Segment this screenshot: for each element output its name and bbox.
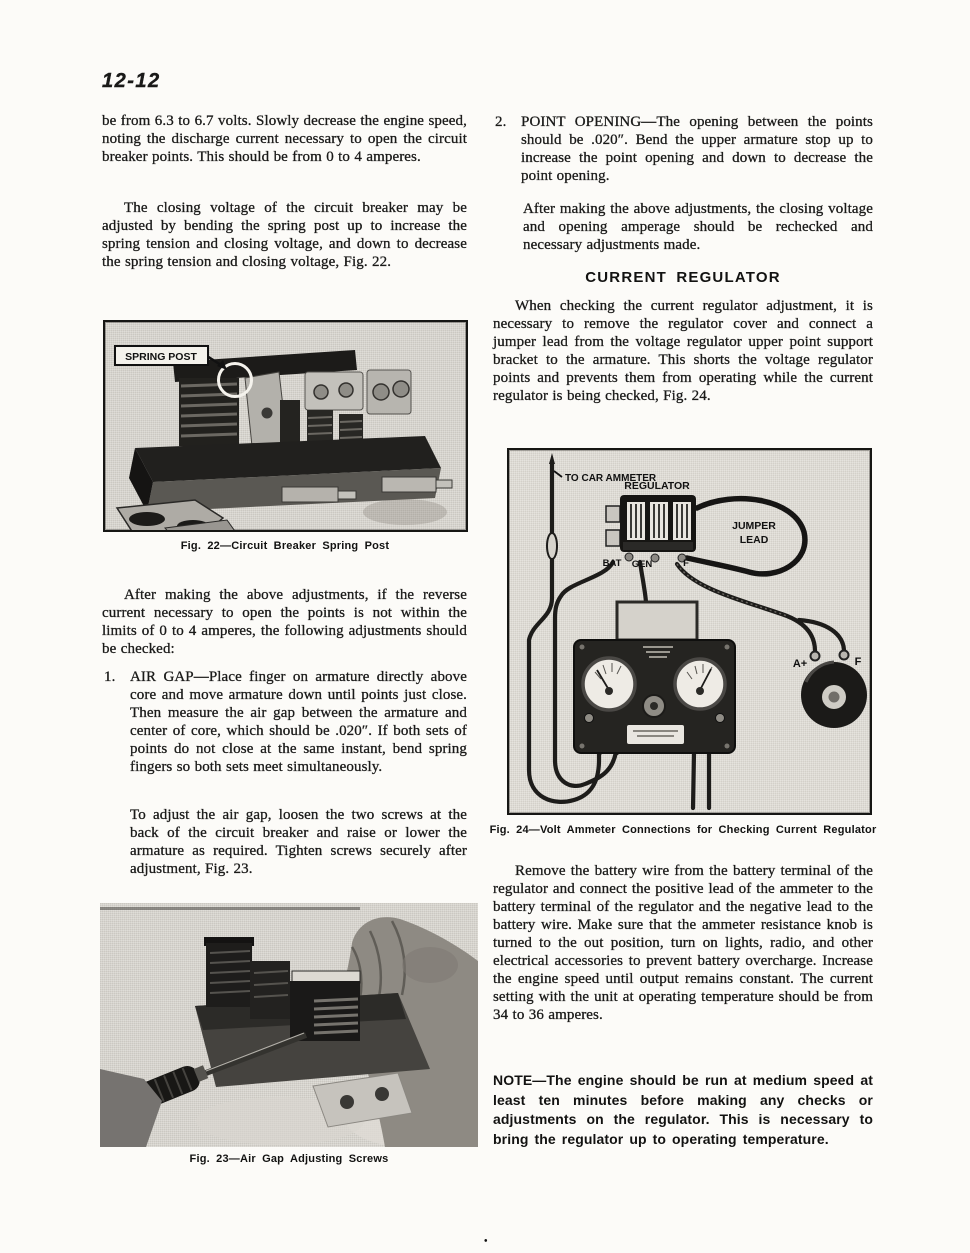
regulator-tab — [606, 530, 620, 546]
terminal-tab — [436, 480, 452, 488]
f-terminal-label: F — [683, 558, 689, 569]
page-footer-dot: • — [484, 1236, 488, 1247]
a-plus-label: A+ — [792, 658, 808, 670]
side-knob — [716, 714, 725, 723]
knob-center — [650, 702, 658, 710]
list-item-point-opening — [493, 113, 873, 185]
braided-wire-f — [799, 620, 844, 650]
volt-gauge — [583, 658, 635, 710]
probe-handle — [547, 533, 557, 559]
list-item-1-text: AIR GAP—Place finger on armature directly above core and move armature down until points just close. Then measure the air gap between the armature and center of core, which should be .020″. If both sets of points do not close at the same instant, bend spring fingers so both sets meet simultaneously. — [130, 669, 467, 775]
section-heading-current-regulator: CURRENT REGULATOR — [585, 269, 781, 286]
figure-24-caption: Fig. 24—Volt Ammeter Connections for Checking Current Regulator — [489, 824, 877, 836]
lead-label: LEAD — [739, 534, 769, 546]
figure-22-caption: Fig. 22—Circuit Breaker Spring Post — [180, 540, 390, 552]
coil-unit — [250, 961, 290, 1019]
left-paragraph-4: To adjust the air gap, loosen the two screws at the back of the circuit breaker and raise or lower the armature as required. Tighten screws securely after adjustment, Fig. 23. — [130, 807, 467, 877]
list-item-2-number: 2. — [495, 114, 507, 130]
bracket-hole — [262, 408, 273, 419]
figure-23-photo — [100, 903, 478, 1147]
left-paragraph-3: After making the above adjustments, if the reverse current necessary to open the points is not within the limits of 0 to 4 amperes, the following adjustments should be checked: — [102, 587, 467, 657]
bracket-hole — [340, 1095, 354, 1109]
meter-handle — [617, 602, 697, 640]
foot-shadow — [129, 512, 165, 526]
screw — [393, 381, 409, 397]
screw — [373, 384, 389, 400]
list-item-air-gap — [102, 668, 467, 776]
meter-wire-right-1 — [693, 753, 694, 808]
terminal-tab — [382, 477, 436, 492]
right-paragraph-1: After making the above adjustments, the closing voltage and opening amperage should be rechecked and necessary adjustments made. — [523, 201, 873, 253]
to-car-ammeter-label: TO CAR AMMETER — [565, 473, 657, 484]
right-paragraph-3: Remove the battery wire from the battery terminal of the regulator and connect the positive lead of the ammeter to the battery terminal of the regulator and the negative lead to the battery wire. Make sure that the ammeter resistance knob is turned to the out position, turn on lights, radio, and other electrical accessories to prevent battery overcharge. Increase the engine speed until output remains constant. The current setting with the unit at operating temperature should be from 34 to 36 amperes. — [493, 863, 873, 1023]
figure-22-photo — [103, 320, 468, 532]
photo-stain — [363, 499, 447, 525]
probe-tip — [549, 453, 555, 464]
label-arrow — [554, 471, 562, 477]
gen-label: GEN — [631, 559, 653, 570]
f-bolt — [840, 651, 849, 660]
terminal-tab — [282, 487, 338, 502]
regulator-tab — [606, 506, 620, 522]
regulator-coil-windows — [627, 502, 691, 540]
left-paragraph-2: The closing voltage of the circuit breaker may be adjusted by bending the spring post up to increase the spring tension and closing voltage, and down to decrease the spring tension and closing voltage, Fig. 22. — [102, 200, 467, 270]
terminal-tab — [338, 491, 356, 499]
figure-24-diagram — [507, 448, 872, 815]
screw — [339, 383, 353, 397]
right-paragraph-2: When checking the current regulator adjustment, it is necessary to remove the regulator cover and connect a jumper lead from the voltage regulator upper point support bracket to the armature. This shorts the voltage regulator points and prevents them from operating while the current regulator is being checked, Fig. 24. — [493, 298, 873, 404]
regulator-label: REGULATOR — [624, 480, 690, 492]
list-item-1-number: 1. — [104, 669, 116, 685]
breaker-mid-coil — [280, 400, 300, 445]
bracket-hole — [375, 1087, 389, 1101]
figure-23-illustration — [100, 903, 478, 1147]
photo-edge — [100, 907, 360, 910]
screw — [314, 385, 328, 399]
hand-shading — [402, 947, 458, 983]
page-number: 12-12 — [102, 70, 161, 92]
jumper-label: JUMPER — [732, 520, 776, 532]
list-item-2-text: POINT OPENING—The opening between the points should be .020″. Bend the upper armature stop up to increase the point opening and down to decrease the point opening. — [521, 114, 873, 184]
regulator-base-strip — [623, 542, 693, 550]
spring-post-label: SPRING POST — [125, 351, 197, 363]
a-plus-bolt — [811, 652, 820, 661]
figure-22-illustration — [105, 322, 466, 530]
figure-23-caption: Fig. 23—Air Gap Adjusting Screws — [189, 1153, 389, 1165]
side-knob — [585, 714, 594, 723]
bat-label: BAT — [602, 558, 622, 569]
figure-24-illustration — [509, 450, 870, 813]
f-bolt-label: F — [854, 656, 862, 668]
left-paragraph-1: be from 6.3 to 6.7 volts. Slowly decrease the engine speed, noting the discharge current necessary to open the circuit breaker points. This should be from 0 to 4 amperes. — [102, 113, 467, 165]
generator-hole — [829, 692, 840, 703]
ammeter-gauge — [675, 659, 725, 709]
note-paragraph: NOTE—The engine should be run at medium speed at least ten minutes before making any checks or adjustments on the regulator. This is necessary to bring the regulator up to operating temperature. — [493, 1072, 873, 1147]
meter-nameplate — [627, 725, 684, 744]
